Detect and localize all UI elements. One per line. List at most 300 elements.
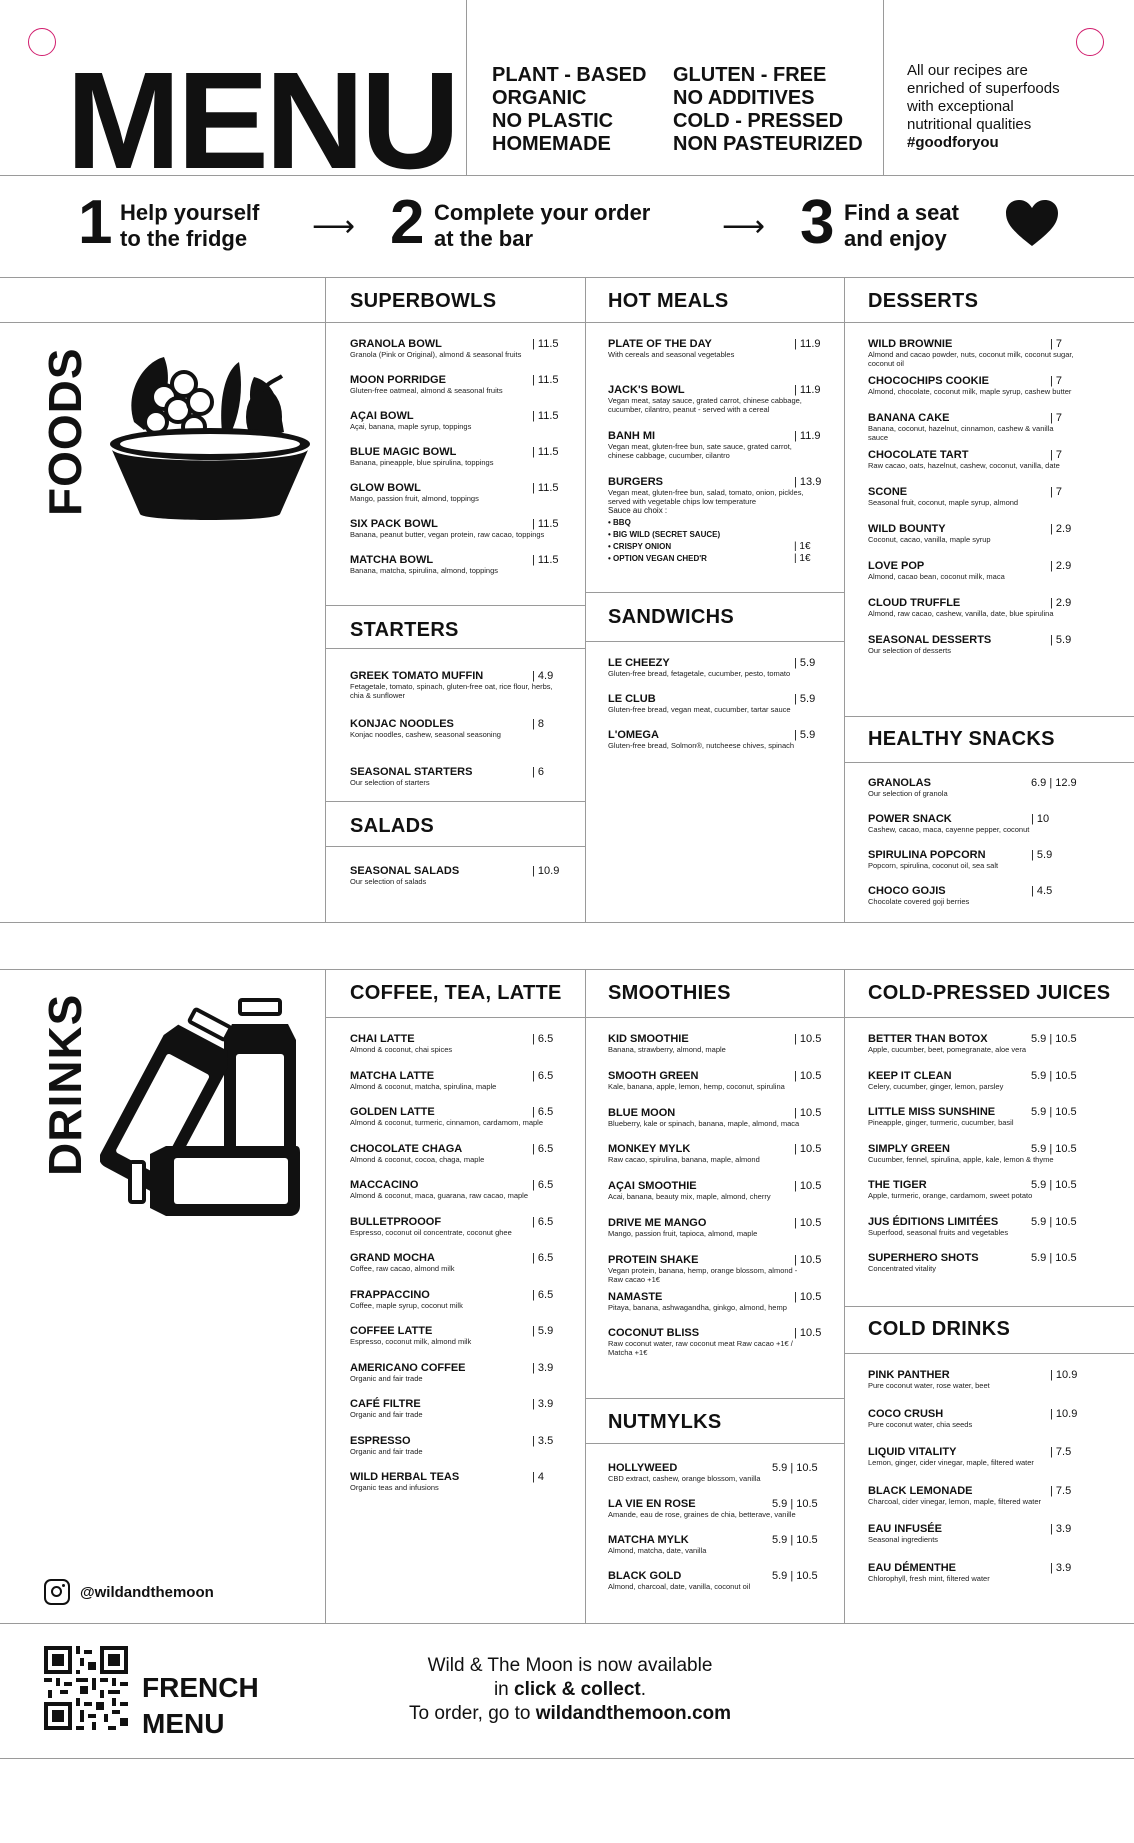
menu-item-price: 5.9 | 10.5 bbox=[1031, 1252, 1077, 1264]
menu-item-price: | 6.5 bbox=[532, 1179, 554, 1191]
menu-item-name: SEASONAL SALADS bbox=[350, 865, 460, 877]
sandwichs-title: SANDWICHS bbox=[608, 606, 735, 628]
menu-item bbox=[868, 1179, 1078, 1200]
menu-item-price: | 11.5 bbox=[532, 554, 559, 566]
menu-item-price: | 10.9 bbox=[1050, 1407, 1078, 1420]
menu-item-price: | 7.5 bbox=[1050, 1446, 1072, 1458]
menu-item-name: PLATE OF THE DAY bbox=[608, 338, 712, 350]
menu-item-name: KONJAC NOODLES bbox=[350, 718, 454, 730]
menu-item-name: AMERICANO COFFEE bbox=[350, 1361, 466, 1374]
coffee-title: COFFEE, TEA, LATTE bbox=[350, 982, 562, 1004]
menu-item bbox=[350, 1471, 560, 1492]
menu-item-description: Banana, coconut, hazelnut, cinnamon, cashew & vanilla sauce bbox=[868, 424, 1054, 442]
menu-item-name: WILD BOUNTY bbox=[868, 523, 946, 535]
menu-item bbox=[868, 1485, 1078, 1506]
footer-line-3 bbox=[380, 1702, 760, 1726]
menu-item-description: Gluten-free oatmeal, almond & seasonal fruits bbox=[350, 386, 503, 395]
menu-item-price: 5.9 | 10.5 bbox=[1031, 1033, 1077, 1045]
menu-item-price: | 13.9 bbox=[794, 476, 822, 488]
menu-item bbox=[868, 597, 1078, 618]
menu-item bbox=[350, 410, 560, 431]
menu-item-price: | 5.9 bbox=[1050, 634, 1072, 646]
menu-item-name: MONKEY MYLK bbox=[608, 1143, 691, 1156]
sauce-name: • OPTION VEGAN CHED'R bbox=[608, 554, 707, 563]
menu-item-name: GRANOLAS bbox=[868, 777, 931, 789]
menu-item-name: MACCACINO bbox=[350, 1179, 419, 1191]
menu-item bbox=[350, 1143, 560, 1164]
menu-item-description: Raw cacao, spirulina, banana, maple, almond bbox=[608, 1155, 760, 1165]
menu-item-description: Almond & coconut, cocoa, chaga, maple bbox=[350, 1154, 485, 1164]
menu-item-price: | 6.5 bbox=[532, 1106, 554, 1118]
menu-item bbox=[868, 375, 1078, 396]
step-3-line-2: and enjoy bbox=[844, 226, 947, 251]
bowl-icon bbox=[104, 352, 316, 524]
menu-item-description: Vegan meat, gluten-free bun, sate sauce, grated carrot, chinese cabbage, cucumber, cilantro bbox=[608, 442, 792, 460]
menu-item-description: Raw coconut water, raw coconut meat Raw cacao +1€ / Matcha +1€ bbox=[608, 1339, 793, 1358]
menu-item-name: CHOCOLATE TART bbox=[868, 449, 969, 461]
menu-item bbox=[608, 1570, 818, 1591]
menu-item-name: DRIVE ME MANGO bbox=[608, 1217, 707, 1229]
menu-item-name: NAMASTE bbox=[608, 1290, 663, 1303]
sauce-title: Sauce au choix : bbox=[608, 506, 668, 515]
menu-item-name: CAFÉ FILTRE bbox=[350, 1398, 421, 1410]
tags-left bbox=[492, 64, 646, 156]
menu-item-description: Charcoal, cider vinegar, lemon, maple, filtered water bbox=[868, 1496, 1041, 1506]
menu-item-name: SUPERHERO SHOTS bbox=[868, 1252, 979, 1264]
menu-item-description: Superfood, seasonal fruits and vegetables bbox=[868, 1227, 1009, 1237]
menu-item bbox=[868, 1408, 1078, 1429]
menu-item-description: Almond, charcoal, date, vanilla, coconut oil bbox=[608, 1582, 751, 1591]
menu-item-price: | 10.5 bbox=[794, 1143, 822, 1156]
menu-item-name: HOLLYWEED bbox=[608, 1462, 678, 1474]
step-1-line-2: to the fridge bbox=[120, 226, 248, 251]
menu-item-name: GRANOLA BOWL bbox=[350, 338, 442, 350]
menu-item-description: Kale, banana, apple, lemon, hemp, coconut, spirulina bbox=[608, 1081, 785, 1091]
registration-mark-right bbox=[1076, 28, 1104, 56]
menu-item-description: Almond & coconut, turmeric, cinnamon, cardamom, maple bbox=[350, 1118, 543, 1127]
menu-item-price: | 10.5 bbox=[794, 1033, 822, 1045]
menu-item-price: | 4.5 bbox=[1031, 885, 1053, 897]
menu-item-price: | 4 bbox=[532, 1471, 545, 1483]
sauce-name: • BIG WILD (SECRET SAUCE) bbox=[608, 530, 721, 539]
menu-item-price: | 11.5 bbox=[532, 482, 559, 494]
menu-item-name: JACK'S BOWL bbox=[608, 384, 685, 396]
sauce-price: | 1€ bbox=[794, 541, 811, 552]
sauce-item bbox=[608, 529, 818, 541]
menu-item bbox=[608, 476, 822, 506]
menu-item-price: | 3.9 bbox=[1050, 1523, 1072, 1535]
menu-item-description: Mango, passion fruit, tapioca, almond, maple bbox=[608, 1229, 758, 1238]
menu-item-description: Coconut, cacao, vanilla, maple syrup bbox=[868, 535, 991, 544]
menu-item-description: Banana, matcha, spirulina, almond, toppings bbox=[350, 566, 499, 575]
menu-item-name: SCONE bbox=[868, 486, 908, 498]
menu-item-description: Almond, raw cacao, cashew, vanilla, date, blue spirulina bbox=[868, 609, 1054, 618]
menu-item bbox=[868, 1562, 1078, 1583]
menu-item bbox=[868, 486, 1078, 507]
menu-item bbox=[350, 1289, 560, 1310]
french-menu-line-1: FRENCH bbox=[142, 1672, 259, 1703]
menu-item-price: | 5.9 bbox=[794, 693, 816, 705]
menu-item bbox=[868, 1523, 1078, 1544]
smoothies-title: SMOOTHIES bbox=[608, 982, 731, 1004]
tags-right bbox=[673, 64, 863, 156]
menu-item bbox=[608, 1106, 822, 1128]
menu-item bbox=[608, 384, 821, 414]
menu-item-name: WILD BROWNIE bbox=[868, 338, 953, 350]
healthy-snacks-title: HEALTHY SNACKS bbox=[868, 728, 1055, 750]
menu-item-name: JUS ÉDITIONS LIMITÉES bbox=[868, 1215, 999, 1228]
menu-item-description: Espresso, coconut milk, almond milk bbox=[350, 1337, 472, 1346]
menu-item bbox=[868, 412, 1078, 442]
menu-item bbox=[350, 554, 560, 575]
foods-label: FOODS bbox=[39, 347, 91, 516]
menu-item-description: Amande, eau de rose, graines de chia, betterave, vanille bbox=[608, 1510, 796, 1519]
menu-item-price: 5.9 | 10.5 bbox=[772, 1570, 818, 1582]
menu-item-price: | 6.5 bbox=[532, 1033, 554, 1045]
menu-item-description: Seasonal ingredients bbox=[868, 1535, 939, 1544]
menu-item-price: | 6.5 bbox=[532, 1069, 554, 1082]
menu-item-price: | 10.5 bbox=[794, 1180, 822, 1193]
menu-item bbox=[350, 446, 560, 467]
heart-icon bbox=[1004, 198, 1060, 248]
menu-item-name: SPIRULINA POPCORN bbox=[868, 849, 986, 861]
menu-item-price: 5.9 | 10.5 bbox=[772, 1498, 818, 1510]
menu-item-name: MATCHA BOWL bbox=[350, 554, 434, 566]
sauce-item bbox=[608, 553, 818, 565]
menu-item bbox=[350, 1252, 560, 1273]
menu-item-description: Fetagetale, tomato, spinach, gluten-free oat, rice flour, herbs, chia & sunflower bbox=[350, 682, 553, 700]
menu-item-description: Konjac noodles, cashew, seasonal seasoning bbox=[350, 730, 501, 739]
step-1-text bbox=[120, 200, 259, 252]
qr-code-icon[interactable] bbox=[44, 1646, 128, 1730]
tag-homemade: HOMEMADE bbox=[492, 133, 611, 155]
menu-item-price: | 5.9 bbox=[794, 729, 816, 741]
menu-item bbox=[350, 766, 560, 787]
menu-item-price: | 10.5 bbox=[794, 1217, 822, 1229]
menu-item bbox=[350, 1435, 560, 1456]
menu-item-description: Apple, turmeric, orange, cardamom, sweet potato bbox=[868, 1191, 1033, 1200]
menu-item-name: BETTER THAN BOTOX bbox=[868, 1033, 988, 1045]
step-2-text bbox=[434, 200, 650, 252]
menu-item-price: | 4.9 bbox=[532, 670, 554, 682]
menu-item-name: MOON PORRIDGE bbox=[350, 374, 446, 386]
menu-item-price: | 7 bbox=[1050, 338, 1063, 350]
menu-item bbox=[350, 865, 560, 886]
menu-item-name: FRAPPACCINO bbox=[350, 1288, 430, 1301]
menu-item-price: | 6.5 bbox=[532, 1288, 554, 1301]
menu-item bbox=[868, 1106, 1078, 1127]
sauce-price: | 1€ bbox=[794, 553, 811, 564]
menu-item bbox=[608, 1290, 822, 1312]
menu-item bbox=[350, 482, 560, 503]
menu-item bbox=[608, 1180, 822, 1202]
menu-item-name: AÇAI BOWL bbox=[350, 410, 414, 422]
menu-item-description: Almond & coconut, matcha, spirulina, maple bbox=[350, 1081, 497, 1091]
menu-item-price: | 2.9 bbox=[1050, 560, 1072, 572]
menu-item-name: BLUE MAGIC BOWL bbox=[350, 446, 457, 458]
menu-item bbox=[608, 1217, 822, 1238]
menu-item-name: SIX PACK BOWL bbox=[350, 518, 438, 530]
menu-item-description: Our selection of starters bbox=[350, 778, 430, 787]
menu-item-name: L'OMEGA bbox=[608, 729, 659, 741]
menu-item bbox=[868, 885, 1078, 906]
menu-item-description: Mango, passion fruit, almond, toppings bbox=[350, 494, 479, 503]
menu-item-price: | 7.5 bbox=[1050, 1484, 1072, 1497]
menu-item-name: BULLETPROOOF bbox=[350, 1215, 442, 1228]
arrow-icon: ⟶ bbox=[312, 210, 356, 243]
instagram-link[interactable] bbox=[44, 1579, 214, 1605]
step-2-line-2: at the bar bbox=[434, 226, 534, 251]
menu-item-description: Apple, cucumber, beet, pomegranate, aloe vera bbox=[868, 1045, 1027, 1054]
menu-item-description: Pitaya, banana, ashwagandha, ginkgo, almond, hemp bbox=[608, 1302, 787, 1312]
tag-gluten-free: GLUTEN - FREE bbox=[673, 64, 827, 86]
tag-no-plastic: NO PLASTIC bbox=[492, 110, 614, 132]
menu-item-name: SMOOTH GREEN bbox=[608, 1069, 699, 1082]
menu-item-description: Almond & coconut, chai spices bbox=[350, 1045, 453, 1054]
menu-item-name: MATCHA LATTE bbox=[350, 1069, 435, 1082]
menu-item-price: | 11.5 bbox=[532, 446, 559, 458]
menu-item-description: Cucumber, fennel, spirulina, apple, kale, lemon & thyme bbox=[868, 1154, 1054, 1164]
tag-organic: ORGANIC bbox=[492, 87, 587, 109]
menu-item-price: | 10.5 bbox=[794, 1069, 822, 1082]
intro-line: with exceptional bbox=[907, 98, 1014, 115]
menu-item-name: COFFEE LATTE bbox=[350, 1325, 433, 1337]
menu-item-name: LITTLE MISS SUNSHINE bbox=[868, 1106, 996, 1118]
menu-item-description: Gluten-free bread, Solmon®, nutcheese chives, spinach bbox=[608, 741, 795, 750]
menu-item bbox=[868, 523, 1078, 544]
menu-item bbox=[350, 1325, 560, 1346]
menu-item-name: SEASONAL STARTERS bbox=[350, 766, 473, 778]
menu-item-name: PINK PANTHER bbox=[868, 1369, 950, 1381]
menu-item bbox=[608, 1143, 822, 1165]
menu-item-description: Espresso, coconut oil concentrate, coconut ghee bbox=[350, 1227, 512, 1237]
step-2-line-1: Complete your order bbox=[434, 200, 651, 225]
menu-item-description: Seasonal fruit, coconut, maple syrup, almond bbox=[868, 498, 1019, 507]
menu-item-price: | 5.9 bbox=[794, 657, 816, 669]
menu-item-price: 6.9 | 12.9 bbox=[1031, 777, 1077, 789]
menu-item-price: | 10.5 bbox=[794, 1106, 822, 1119]
step-3-number: 3 bbox=[800, 188, 835, 257]
menu-item-price: | 3.9 bbox=[1050, 1561, 1072, 1574]
menu-item-name: BLACK LEMONADE bbox=[868, 1484, 973, 1497]
menu-item bbox=[608, 657, 818, 678]
menu-item-price: 5.9 | 10.5 bbox=[772, 1534, 818, 1546]
tag-plant-based: PLANT - BASED bbox=[492, 64, 647, 86]
menu-item-description: Organic teas and infusions bbox=[350, 1483, 439, 1492]
starters-title: STARTERS bbox=[350, 619, 459, 641]
footer-line-2-pre: in bbox=[493, 1679, 515, 1700]
drinks-label: DRINKS bbox=[39, 993, 91, 1176]
menu-item bbox=[868, 1070, 1078, 1091]
menu-item bbox=[608, 1253, 822, 1284]
menu-item-name: CHOCO GOJIS bbox=[868, 885, 946, 897]
menu-item-description: Our selection of desserts bbox=[868, 646, 951, 655]
footer-line-1: Wild & The Moon is now available bbox=[427, 1655, 713, 1676]
click-collect-text: click & collect bbox=[514, 1679, 641, 1700]
menu-item bbox=[608, 1033, 822, 1054]
menu-item-description: Banana, strawberry, almond, maple bbox=[608, 1045, 726, 1054]
menu-item-description: Almond, matcha, date, vanilla bbox=[608, 1546, 707, 1555]
intro-line: nutritional qualities bbox=[907, 116, 1032, 133]
footer-line-2-post: . bbox=[640, 1679, 647, 1700]
menu-item-price: 5.9 | 10.5 bbox=[1031, 1215, 1077, 1228]
menu-item-description: Popcorn, spirulina, coconut oil, sea salt bbox=[868, 861, 999, 870]
menu-item-price: | 5.9 bbox=[532, 1325, 554, 1337]
menu-item-price: 5.9 | 10.5 bbox=[772, 1462, 818, 1474]
menu-item bbox=[868, 1143, 1078, 1164]
menu-item bbox=[868, 1216, 1078, 1237]
menu-item-name: GRAND MOCHA bbox=[350, 1252, 435, 1264]
menu-item-description: With cereals and seasonal vegetables bbox=[608, 350, 735, 359]
footer-line-3-pre: To order, go to bbox=[408, 1703, 536, 1724]
step-1-line-1: Help yourself bbox=[120, 200, 260, 225]
menu-item-description: Lemon, ginger, cider vinegar, maple, filtered water bbox=[868, 1458, 1034, 1467]
menu-item bbox=[868, 1369, 1078, 1390]
menu-item-name: GREEK TOMATO MUFFIN bbox=[350, 670, 484, 682]
menu-item-description: Pineapple, ginger, turmeric, cucumber, basil bbox=[868, 1118, 1014, 1127]
cold-drinks-title: COLD DRINKS bbox=[868, 1318, 1011, 1340]
menu-item-description: Vegan meat, satay sauce, grated carrot, chinese cabbage, cucumber, cilantro, peanut - served with a cereal bbox=[608, 396, 802, 414]
menu-item-description: Gluten-free bread, vegan meat, cucumber, tartar sauce bbox=[608, 705, 791, 714]
intro-text bbox=[907, 62, 1107, 152]
menu-item bbox=[608, 729, 818, 750]
menu-item-price: | 3.9 bbox=[532, 1398, 554, 1410]
menu-item-name: SIMPLY GREEN bbox=[868, 1142, 950, 1155]
menu-item-name: CHOCOCHIPS COOKIE bbox=[868, 375, 990, 387]
menu-item-price: | 10.9 bbox=[1050, 1369, 1078, 1381]
menu-item-price: | 8 bbox=[532, 718, 545, 730]
menu-item-price: | 7 bbox=[1050, 375, 1063, 387]
menu-item-description: Banana, pineapple, blue spirulina, toppings bbox=[350, 458, 494, 467]
menu-item bbox=[868, 1446, 1078, 1467]
menu-item-description: Coffee, raw cacao, almond milk bbox=[350, 1264, 455, 1273]
sauce-section bbox=[608, 505, 818, 565]
menu-item-name: CLOUD TRUFFLE bbox=[868, 597, 961, 609]
french-menu-link[interactable] bbox=[142, 1670, 259, 1742]
menu-item-name: COCO CRUSH bbox=[868, 1407, 944, 1420]
hashtag: #goodforyou bbox=[907, 134, 999, 151]
menu-item-price: | 3.5 bbox=[532, 1434, 554, 1447]
menu-item bbox=[868, 849, 1078, 870]
menu-item-name: WILD HERBAL TEAS bbox=[350, 1471, 460, 1483]
menu-item-price: | 10.9 bbox=[532, 865, 560, 877]
menu-item-description: Gluten-free bread, fetagetale, cucumber, pesto, tomato bbox=[608, 669, 791, 678]
menu-item-name: ESPRESSO bbox=[350, 1434, 411, 1447]
menu-item-name: EAU INFUSÉE bbox=[868, 1523, 942, 1535]
step-2-number: 2 bbox=[390, 188, 425, 257]
menu-item bbox=[868, 1252, 1078, 1273]
menu-item-name: MATCHA MYLK bbox=[608, 1534, 689, 1546]
instagram-icon bbox=[44, 1579, 70, 1605]
menu-item-description: Almond, chocolate, coconut milk, maple syrup, cashew butter bbox=[868, 387, 1072, 396]
sauce-name: • BBQ bbox=[608, 518, 631, 527]
menu-item-name: LOVE POP bbox=[868, 560, 925, 572]
footer-line-2 bbox=[380, 1678, 760, 1702]
menu-item-description: Granola (Pink or Original), almond & seasonal fruits bbox=[350, 350, 522, 359]
menu-item-description: Celery, cucumber, ginger, lemon, parsley bbox=[868, 1081, 1004, 1091]
menu-item-description: Almond, cacao bean, coconut milk, maca bbox=[868, 572, 1005, 581]
hot-meals-title: HOT MEALS bbox=[608, 290, 729, 312]
menu-item bbox=[608, 693, 818, 714]
menu-item bbox=[350, 1106, 560, 1127]
menu-item-name: SEASONAL DESSERTS bbox=[868, 634, 992, 646]
menu-item-price: | 11.9 bbox=[794, 384, 821, 396]
menu-item-description: Coffee, maple syrup, coconut milk bbox=[350, 1300, 463, 1310]
sauce-item bbox=[608, 541, 818, 553]
menu-item-description: Chlorophyll, fresh mint, filtered water bbox=[868, 1573, 990, 1583]
menu-item-description: Chocolate covered goji berries bbox=[868, 897, 970, 906]
menu-item-description: Blueberry, kale or spinach, banana, maple, almond, maca bbox=[608, 1118, 800, 1128]
desserts-title: DESSERTS bbox=[868, 290, 979, 312]
website-link[interactable]: wildandthemoon.com bbox=[535, 1703, 732, 1724]
sauce-list bbox=[608, 517, 818, 565]
superbowls-title: SUPERBOWLS bbox=[350, 290, 497, 312]
menu-item-name: LA VIE EN ROSE bbox=[608, 1498, 696, 1510]
menu-item bbox=[350, 338, 560, 359]
menu-item bbox=[608, 1327, 822, 1358]
menu-item bbox=[350, 1362, 560, 1383]
menu-item-name: BANANA CAKE bbox=[868, 412, 950, 424]
menu-item-name: LE CHEEZY bbox=[608, 657, 670, 669]
menu-item-description: Almond & coconut, maca, guarana, raw cacao, maple bbox=[350, 1191, 529, 1200]
menu-item bbox=[608, 1462, 818, 1483]
menu-item-description: Our selection of salads bbox=[350, 877, 427, 886]
footer-message bbox=[380, 1654, 760, 1726]
intro-line: enriched of superfoods bbox=[907, 80, 1060, 97]
menu-item-price: | 11.5 bbox=[532, 518, 559, 530]
menu-item bbox=[868, 777, 1078, 798]
menu-item bbox=[868, 1033, 1078, 1054]
menu-item-price: 5.9 | 10.5 bbox=[1031, 1069, 1077, 1082]
menu-item-description: Organic and fair trade bbox=[350, 1446, 423, 1456]
menu-item-price: | 11.5 bbox=[532, 338, 559, 350]
menu-item bbox=[868, 449, 1078, 470]
menu-item-price: 5.9 | 10.5 bbox=[1031, 1142, 1077, 1155]
menu-item-description: Banana, peanut butter, vegan protein, raw cacao, toppings bbox=[350, 530, 545, 539]
menu-item-name: LE CLUB bbox=[608, 693, 656, 705]
menu-item-name: KEEP IT CLEAN bbox=[868, 1069, 952, 1082]
menu-item-name: GOLDEN LATTE bbox=[350, 1106, 435, 1118]
menu-item bbox=[868, 560, 1078, 581]
menu-item-price: | 6.5 bbox=[532, 1252, 554, 1264]
menu-item-description: Concentrated vitality bbox=[868, 1264, 936, 1273]
tag-cold-pressed: COLD - PRESSED bbox=[673, 110, 844, 132]
menu-item-description: CBD extract, cashew, orange blossom, vanilla bbox=[608, 1474, 761, 1483]
menu-item bbox=[350, 1216, 560, 1237]
step-3-text bbox=[844, 200, 959, 252]
menu-item-price: | 11.9 bbox=[794, 338, 821, 350]
tag-non-pasteurized: NON PASTEURIZED bbox=[673, 133, 863, 155]
menu-item-name: BURGERS bbox=[608, 476, 664, 488]
menu-item-price: 5.9 | 10.5 bbox=[1031, 1179, 1077, 1191]
menu-item-name: PROTEIN SHAKE bbox=[608, 1253, 699, 1266]
menu-item-name: LIQUID VITALITY bbox=[868, 1446, 957, 1458]
menu-item-description: Açai, banana, maple syrup, toppings bbox=[350, 422, 472, 431]
menu-item bbox=[608, 1498, 818, 1519]
menu-item bbox=[350, 670, 560, 700]
step-3-line-1: Find a seat bbox=[844, 200, 959, 225]
menu-item-price: | 11.5 bbox=[532, 410, 559, 422]
menu-item-name: CHAI LATTE bbox=[350, 1033, 415, 1045]
menu-item bbox=[350, 1033, 560, 1054]
menu-item bbox=[350, 718, 560, 739]
french-menu-line-2: MENU bbox=[142, 1708, 225, 1739]
menu-item-price: | 6.5 bbox=[532, 1215, 554, 1228]
sauce-name: • CRISPY ONION bbox=[608, 542, 672, 551]
menu-title: MENU bbox=[66, 44, 457, 198]
menu-item-price: | 6.5 bbox=[532, 1142, 554, 1155]
menu-item bbox=[350, 1070, 560, 1091]
